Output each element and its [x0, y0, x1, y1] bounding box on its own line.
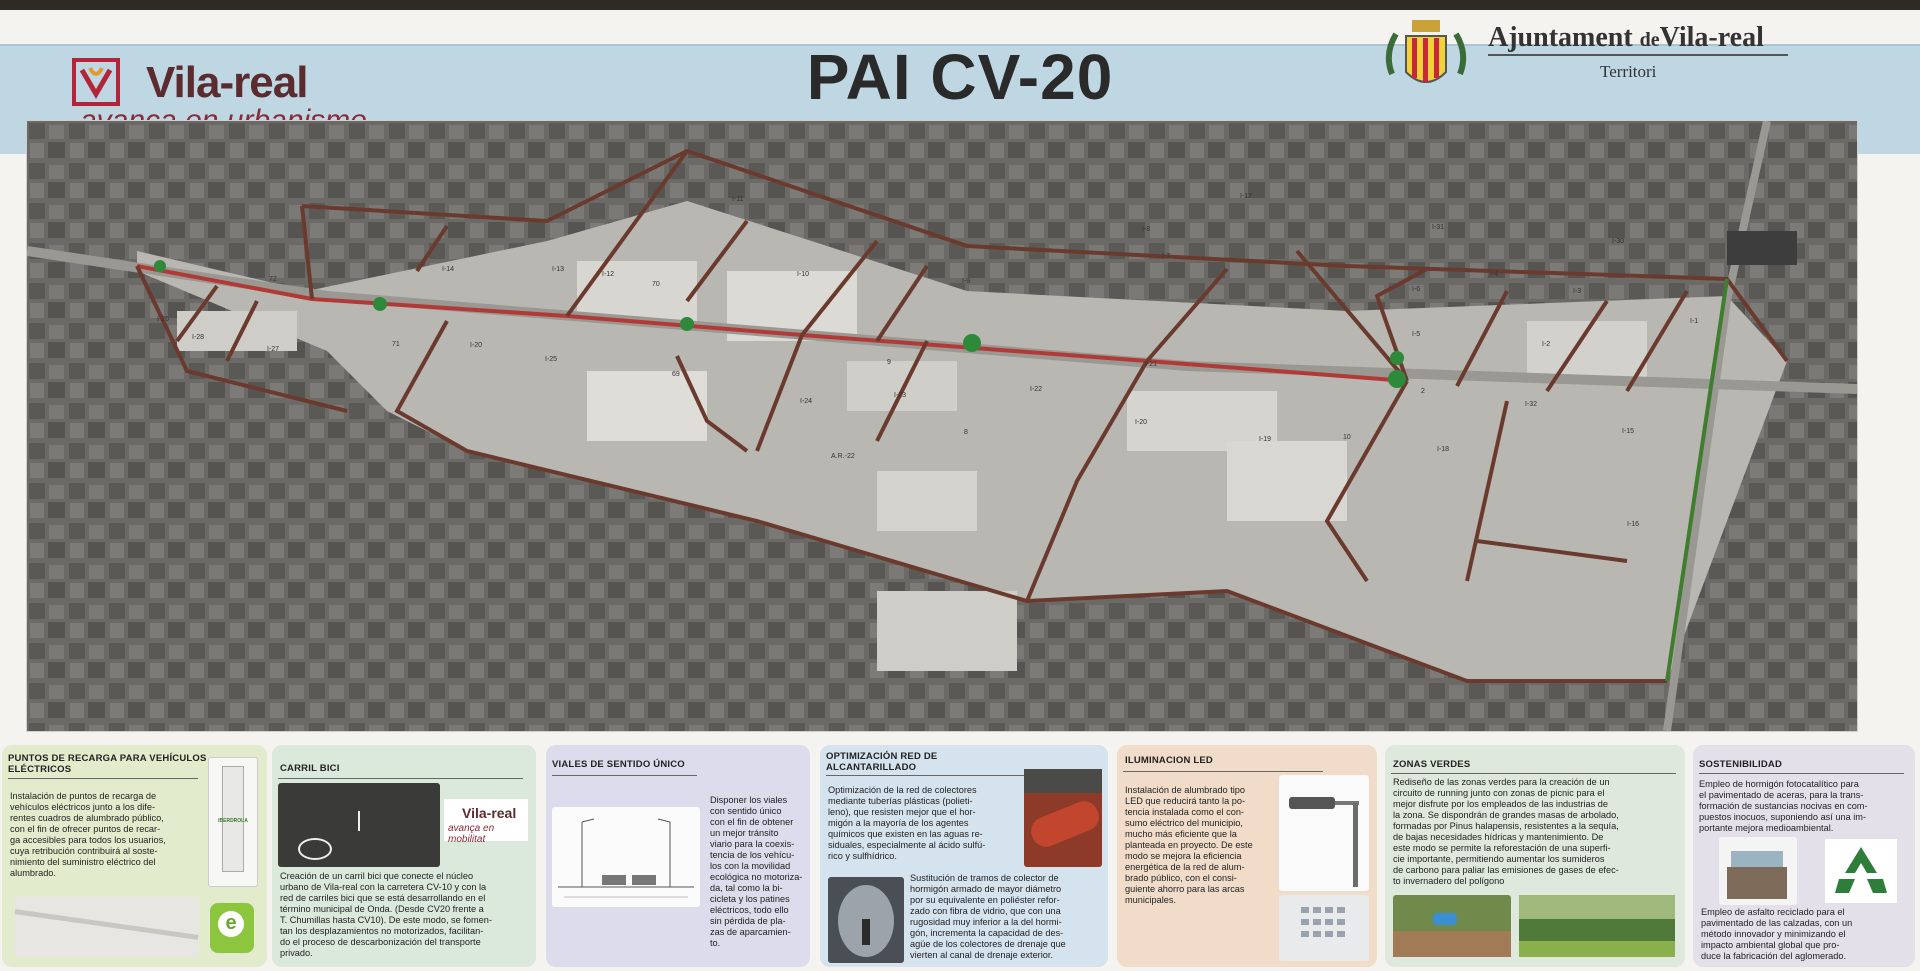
- text-line: privado.: [280, 948, 313, 958]
- plot-label: 10: [1343, 434, 1351, 441]
- text-line: cicleta y los patines: [710, 894, 790, 904]
- text-line: guiente ahorro para las arcas: [1125, 884, 1245, 894]
- board-title: PAI CV-20: [806, 41, 1114, 113]
- panel-body-1: [1699, 779, 1913, 834]
- plot-label: I-11: [732, 196, 744, 203]
- plot-label: I-19: [1259, 436, 1272, 443]
- text-line: sin pérdida de pla-: [710, 916, 786, 926]
- building: [877, 591, 1017, 671]
- text-line: de carbono para paliar las emisiones de gases de efec-: [1393, 865, 1619, 875]
- top-edge: [0, 0, 1920, 10]
- text-line: circuito de running junto con zonas de picnic para el: [1393, 788, 1605, 798]
- text-line: hormigón armado de mayor diámetro: [910, 884, 1062, 894]
- building: [847, 361, 957, 411]
- text-line: cuya retribución contribuirá al soste-: [10, 846, 158, 856]
- text-line: con el fin de ofrecer puntos de recar-: [10, 824, 161, 834]
- photocatalytic-concrete-diagram: [1719, 837, 1797, 905]
- panel-title: PUNTOS DE RECARGA PARA VEHÍCULOS ELÉCTRICOS: [8, 753, 207, 775]
- panel-body-2: [1701, 907, 1911, 962]
- text-line: los con la movilidad: [710, 861, 791, 871]
- plot-label: I-17: [1240, 193, 1253, 200]
- plot-label: I-14: [442, 266, 455, 273]
- text-line: leno), que resisten mejor que el hor-: [828, 807, 976, 817]
- text-line: rugosidad muy inferior a la del hormi-: [910, 917, 1062, 927]
- text-line: red de carriles bici que se está desarrollando en el: [280, 893, 486, 903]
- text-line: energética de la red de alum-: [1125, 862, 1245, 872]
- text-line: Disponer los viales: [710, 795, 788, 805]
- roundabout: [373, 297, 387, 311]
- mobility-logo-tagline: avança en mobilitat: [448, 823, 495, 845]
- text-line: Rediseño de las zonas verdes para la creación de un: [1393, 777, 1610, 787]
- text-line: con el fin de obtener: [710, 817, 794, 827]
- council-city: Vila-real: [1659, 22, 1764, 53]
- text-line: tan los desplazamientos no motorizados, facilitan-: [280, 926, 484, 936]
- text-line: eléctricos, todo ello: [710, 905, 789, 915]
- panel-body: [1125, 785, 1283, 906]
- plot-label: 8: [964, 429, 968, 436]
- text-line: rentes cuadros de alumbrado público,: [10, 813, 164, 823]
- text-line: zado con fibra de vidrio, que con una: [910, 906, 1061, 916]
- roundabout: [154, 260, 166, 272]
- panel-divider: [8, 778, 198, 779]
- text-line: formación de sustancias nocivas en com-: [1699, 801, 1868, 811]
- plot-label: I-32: [1525, 401, 1538, 408]
- council-name: [1488, 22, 1764, 54]
- text-line: gón, incrementa la capacidad de des-: [910, 928, 1064, 938]
- text-line: mejor disfrute por los empleados de las industrias de: [1393, 799, 1608, 809]
- plot-label: I-3: [1573, 288, 1582, 295]
- mobility-logo-name: Vila-real: [462, 805, 517, 821]
- led-grid-icon: [1279, 895, 1369, 961]
- title-line: ALCANTARILLADO: [826, 762, 917, 773]
- roundabout: [680, 317, 694, 331]
- text-line: to invernadero del polígono: [1393, 876, 1505, 886]
- panel-body: [1393, 777, 1683, 887]
- e-charge-badge: [210, 903, 254, 953]
- mobility-logo: [444, 799, 528, 845]
- text-line: municipales.: [1125, 895, 1177, 905]
- building: [877, 471, 977, 531]
- council-de: de: [1639, 29, 1660, 51]
- panel-title: ZONAS VERDES: [1393, 759, 1471, 770]
- plot-label: I-25: [545, 356, 558, 363]
- text-line: vehículos eléctricos junto a los dife-: [10, 802, 156, 812]
- plot-label: I-20: [470, 342, 483, 349]
- panel-title: ILUMINACION LED: [1125, 755, 1213, 766]
- text-line: puestos inocuos, suponiendo así una im-: [1699, 812, 1867, 822]
- panel-title: VIALES DE SENTIDO ÚNICO: [552, 759, 685, 770]
- text-line: Empleo de asfalto reciclado para el: [1701, 907, 1845, 917]
- plot-label: I-30: [1612, 238, 1625, 245]
- plot-label: I-8: [1142, 226, 1151, 233]
- text-line: tencia de los vehícu-: [710, 850, 795, 860]
- text-line: LED que reducirá tanto la po-: [1125, 796, 1246, 806]
- text-line: un mejor tránsito: [710, 828, 779, 838]
- panel-body: [10, 791, 205, 879]
- plot-label: I-24: [800, 398, 813, 405]
- text-line: do el proceso de descarbonización del transporte: [280, 937, 481, 947]
- text-line: ga accesibles para todos los usuarios,: [10, 835, 166, 845]
- text-line: Optimización de la red de colectores: [828, 785, 977, 795]
- text-line: Instalación de alumbrado tipo: [1125, 785, 1246, 795]
- text-line: T. Chumillas hasta CV10). De este modo, se fomen-: [280, 915, 492, 925]
- panel-title: CARRIL BICI: [280, 763, 340, 774]
- panel-title: SOSTENIBILIDAD: [1699, 759, 1783, 770]
- building: [577, 261, 697, 321]
- text-line: Creación de un carril bici que conecte el núcleo: [280, 871, 474, 881]
- plot-label: I-10: [797, 271, 810, 278]
- plot-label: 72: [269, 276, 277, 283]
- text-line: urbano de Vila-real con la carretera CV-10 y con la: [280, 882, 487, 892]
- plot-label: 70: [652, 281, 660, 288]
- text-line: formadas por Pinus halapensis, resistentes a la sequía,: [1393, 821, 1619, 831]
- panel-led-lighting: [1117, 745, 1377, 967]
- panel-one-way-roads: [546, 745, 810, 967]
- text-line: impacto ambiental global que pro-: [1701, 940, 1840, 950]
- text-line: la zona. Se dispondrán de grandes masas de arbolado,: [1393, 810, 1619, 820]
- panel-body-2: [910, 873, 1106, 961]
- text-line: cie importante, permitiendo aumentar los sumideros: [1393, 854, 1605, 864]
- text-line: Sustitución de tramos de colector de: [910, 873, 1059, 883]
- text-line: Empleo de hormigón fotocatalítico para: [1699, 779, 1859, 789]
- plot-label: I-5: [1412, 331, 1421, 338]
- panel-green-zones: [1385, 745, 1685, 967]
- plot-label: I-9: [962, 278, 971, 285]
- panel-body-1: [828, 785, 1028, 862]
- plan-drawing: [27, 121, 1857, 731]
- aerial-plan-map: [26, 120, 1858, 732]
- panel-divider: [1699, 773, 1904, 774]
- text-line: método innovador y minimizando el: [1701, 929, 1846, 939]
- text-line: rico y sulfhídrico.: [828, 851, 897, 861]
- panel-divider: [1123, 771, 1323, 772]
- plot-label: I-18: [1437, 446, 1450, 453]
- led-lamp-photo: [1279, 775, 1369, 891]
- text-line: vierten al canal de drenaje exterior.: [910, 950, 1054, 960]
- text-line: duce la fabricación del aglomerado.: [1701, 951, 1847, 961]
- council-prefix: Ajuntament: [1488, 22, 1633, 53]
- plot-label: 69: [672, 371, 680, 378]
- text-line: pavimentado de las calzadas, con un: [1701, 918, 1853, 928]
- panel-body: [280, 871, 530, 959]
- panel-divider: [278, 778, 523, 779]
- street-map-thumbnail: [14, 897, 199, 957]
- plot-label: I-16: [1627, 521, 1640, 528]
- info-board: [0, 10, 1920, 971]
- e-icon: e: [218, 911, 244, 937]
- text-line: agüe de los colectores de drenaje que: [910, 939, 1066, 949]
- text-line: nimiento del suministro eléctrico del: [10, 857, 156, 867]
- department: Territori: [1600, 62, 1657, 81]
- text-line: migón a la mayoría de los agentes: [828, 818, 969, 828]
- running-trail-photo: [1393, 895, 1511, 957]
- plot-label: I-23: [894, 392, 907, 399]
- plot-label: I-22: [1030, 386, 1043, 393]
- plot-label: I-12: [602, 271, 615, 278]
- panel-sustainability: [1693, 745, 1915, 967]
- plot-label: A.R.-22: [831, 453, 855, 460]
- council-divider: [1488, 54, 1788, 56]
- text-line: siduales, especialmente al ácido sulfú-: [828, 840, 986, 850]
- cross-section-icon: [552, 807, 700, 907]
- plot-label: I-28: [192, 334, 205, 341]
- text-line: químicos que existen en las aguas re-: [828, 829, 983, 839]
- text-line: portante mejora medioambiental.: [1699, 823, 1834, 833]
- panel-sewer-network: [820, 745, 1108, 967]
- bike-lane-photo: [278, 783, 440, 867]
- road-section-drawing: [552, 807, 700, 907]
- text-line: mucho más eficiente que la: [1125, 829, 1237, 839]
- charger-photo: [208, 757, 258, 887]
- pipes-photo: [1024, 769, 1102, 867]
- plot-label: I-2: [1542, 341, 1551, 348]
- led-panel-photo: [1279, 895, 1369, 961]
- panel-ev-charging: [2, 745, 267, 967]
- building: [1227, 441, 1347, 521]
- text-line: ecológica no motoriza-: [710, 872, 803, 882]
- title-line: OPTIMIZACIÓN RED DE: [826, 751, 938, 762]
- roundabout: [1388, 370, 1406, 388]
- text-line: mediante tuberías plásticas (polieti-: [828, 796, 973, 806]
- plot-label: I-15: [1622, 428, 1635, 435]
- recycle-icon: [1825, 839, 1897, 903]
- panel-bike-lane: [272, 745, 536, 967]
- text-line: brado público, con el consi-: [1125, 873, 1237, 883]
- text-line: con sentido único: [710, 806, 782, 816]
- plot-label: I-26: [157, 316, 170, 323]
- text-line: este modo se permite la reforestación de una superfi-: [1393, 843, 1611, 853]
- panel-title: [826, 751, 937, 773]
- text-line: por su equivalente en poliéster refor-: [910, 895, 1060, 905]
- text-line: de bajas necesidades hídricas y mantenimiento. De: [1393, 832, 1604, 842]
- council-crest-icon: [1378, 14, 1474, 106]
- text-line: modo se mejora la eficiencia: [1125, 851, 1242, 861]
- charger-brand: IBERDROLA: [218, 818, 248, 824]
- text-line: tencia instalada como el con-: [1125, 807, 1244, 817]
- plot-label: I-21: [1145, 361, 1158, 368]
- plot-label: I-20: [1135, 419, 1148, 426]
- text-line: da, tal como la bi-: [710, 883, 783, 893]
- text-line: zas de aparcamien-: [710, 927, 791, 937]
- plot-label: I-13: [552, 266, 565, 273]
- plot-label: I-6: [1412, 286, 1421, 293]
- panel-divider: [1391, 773, 1676, 774]
- plot-label: 2: [1421, 388, 1425, 395]
- panel-body: [710, 795, 806, 949]
- plot-label: I-7: [1162, 253, 1171, 260]
- plot-label: 71: [392, 341, 400, 348]
- panel-divider: [552, 775, 697, 776]
- text-line: planteada en proyecto. De este: [1125, 840, 1253, 850]
- text-line: alumbrado.: [10, 868, 56, 878]
- text-line: viario para la coexis-: [710, 839, 795, 849]
- plot-label: 9: [887, 359, 891, 366]
- plot-label: I-4: [1490, 271, 1499, 278]
- plot-label: I-1: [1690, 318, 1699, 325]
- logo-name: Vila-real: [146, 58, 308, 107]
- text-line: Instalación de puntos de recarga de: [10, 791, 157, 801]
- pine-park-photo: [1519, 895, 1675, 957]
- plot-label: I-31: [1432, 224, 1445, 231]
- roundabout: [1390, 351, 1404, 365]
- dark-plot: [1727, 231, 1797, 265]
- text-line: sumo eléctrico del municipio,: [1125, 818, 1243, 828]
- text-line: to.: [710, 938, 721, 948]
- tunnel-photo: [828, 877, 904, 963]
- plot-label: I-27: [267, 346, 280, 353]
- text-line: el pavimentado de aceras, para la trans-: [1699, 790, 1864, 800]
- text-line: término municipal de Onda. (Desde CV20 frente a: [280, 904, 484, 914]
- roundabout: [963, 334, 981, 352]
